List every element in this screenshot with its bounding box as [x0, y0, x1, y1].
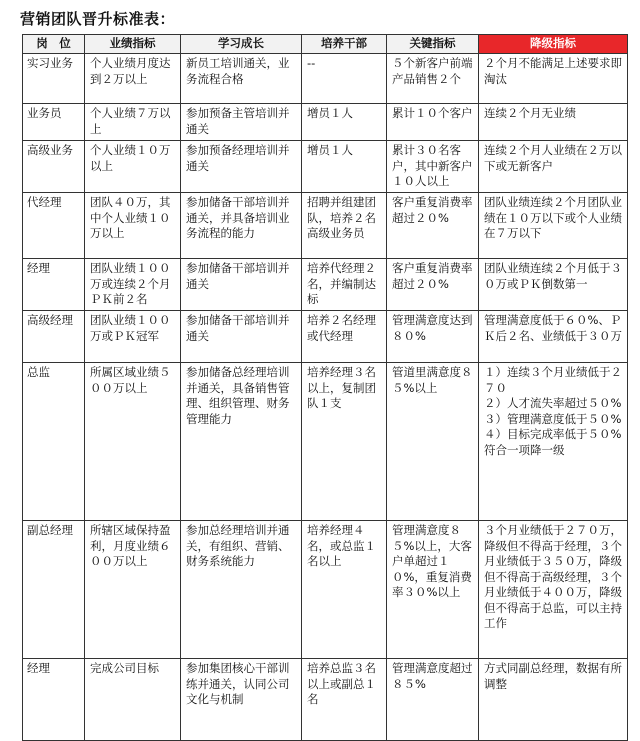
- cell-position: 副总经理: [23, 521, 85, 659]
- cell-cadre: --: [302, 54, 387, 104]
- cell-position: 经理: [23, 259, 85, 311]
- cell-demotion: １）连续３个月业绩低于２７０ ２）人才流失率超过５０% ３）管理满意度低于５０% ４）目标完成率低于５０% 符合一项降一级: [479, 363, 628, 521]
- cell-cadre: 增员１人: [302, 141, 387, 193]
- cell-learning: 参加储备总经理培训并通关，具备销售管理、组织管理、财务管理能力: [181, 363, 302, 521]
- header-performance: 业绩指标: [85, 35, 181, 54]
- cell-cadre: 培养代经理２名，并编制达标: [302, 259, 387, 311]
- cell-learning: 新员工培训通关，业务流程合格: [181, 54, 302, 104]
- table-row: [23, 521, 628, 659]
- cell-performance: 团队业绩１００万或连续２个月ＰＫ前２名: [85, 259, 181, 311]
- cell-demotion: 方式同副总经理，数据有所调整: [479, 659, 628, 741]
- table-row: [23, 259, 628, 311]
- cell-position: 高级业务: [23, 141, 85, 193]
- page-title: 营销团队晋升标准表：: [20, 10, 176, 28]
- cell-learning: 参加集团核心干部训练并通关，认同公司文化与机制: [181, 659, 302, 741]
- cell-key-indicator: 管理满意度达到８０%: [387, 311, 479, 363]
- cell-cadre: 招聘并组建团队，培养２名高级业务员: [302, 193, 387, 259]
- cell-demotion: ２个月不能满足上述要求即淘汰: [479, 54, 628, 104]
- cell-cadre: 培养总监３名以上或副总１名: [302, 659, 387, 741]
- table-row: [23, 141, 628, 193]
- cell-learning: 参加预备经理培训并通关: [181, 141, 302, 193]
- table-row: [23, 659, 628, 741]
- cell-key-indicator: 管理满意度８５%以上，大客户单超过１０%，重复消费率３０%以上: [387, 521, 479, 659]
- cell-learning: 参加预备主管培训并通关: [181, 104, 302, 141]
- table-row: [23, 363, 628, 521]
- promotion-standards-table: [22, 34, 628, 741]
- cell-demotion: 团队业绩连续２个月团队业绩在１０万以下或个人业绩在７万以下: [479, 193, 628, 259]
- cell-learning: 参加储备干部培训并通关: [181, 259, 302, 311]
- cell-demotion: ３个月业绩低于２７０万，降级但不得高于经理，３个月业绩低于３５０万，降级但不得高于高级经理，３个月业绩低于４００万，降级但不得高于总监，可以主持工作: [479, 521, 628, 659]
- cell-key-indicator: 管道里满意度８５%以上: [387, 363, 479, 521]
- cell-learning: 参加储备干部培训并通关，并具备培训业务流程的能力: [181, 193, 302, 259]
- cell-position: 总监: [23, 363, 85, 521]
- cell-learning: 参加总经理培训并通关，有组织、营销、财务系统能力: [181, 521, 302, 659]
- cell-demotion: 连续２个月无业绩: [479, 104, 628, 141]
- cell-performance: 所属区域业绩５００万以上: [85, 363, 181, 521]
- cell-position: 高级经理: [23, 311, 85, 363]
- cell-performance: 团队４０万，其中个人业绩１０万以上: [85, 193, 181, 259]
- cell-demotion: 连续２个月人业绩在２万以下或无新客户: [479, 141, 628, 193]
- cell-key-indicator: 累计３０名客户，其中新客户１０人以上: [387, 141, 479, 193]
- cell-performance: 团队业绩１００万或ＰＫ冠军: [85, 311, 181, 363]
- table-row: [23, 193, 628, 259]
- cell-performance: 个人业绩１０万以上: [85, 141, 181, 193]
- cell-performance: 所辖区域保持盈利，月度业绩６００万以上: [85, 521, 181, 659]
- cell-key-indicator: 累计１０个客户: [387, 104, 479, 141]
- cell-key-indicator: 客户重复消费率超过２０%: [387, 259, 479, 311]
- cell-cadre: 增员１人: [302, 104, 387, 141]
- cell-key-indicator: ５个新客户前端产品销售２个: [387, 54, 479, 104]
- header-key-indicator: 关键指标: [387, 35, 479, 54]
- cell-position: 业务员: [23, 104, 85, 141]
- cell-learning: 参加储备干部培训并通关: [181, 311, 302, 363]
- header-cadre: 培养干部: [302, 35, 387, 54]
- header-position: 岗 位: [23, 35, 85, 54]
- cell-cadre: 培养经理３名以上，复制团队１支: [302, 363, 387, 521]
- cell-demotion: 管理满意度低于６０%、ＰＫ后２名、业绩低于３０万: [479, 311, 628, 363]
- cell-position: 实习业务: [23, 54, 85, 104]
- cell-key-indicator: 客户重复消费率超过２０%: [387, 193, 479, 259]
- cell-performance: 个人业绩７万以上: [85, 104, 181, 141]
- cell-performance: 个人业绩月度达到２万以上: [85, 54, 181, 104]
- header-demotion: 降级指标: [479, 35, 628, 54]
- cell-cadre: 培养２名经理或代经理: [302, 311, 387, 363]
- table-row: [23, 311, 628, 363]
- cell-demotion: 团队业绩连续２个月低于３０万或ＰＫ倒数第一: [479, 259, 628, 311]
- cell-key-indicator: 管理满意度超过８５%: [387, 659, 479, 741]
- table-row: [23, 54, 628, 104]
- table-row: [23, 104, 628, 141]
- header-learning: 学习成长: [181, 35, 302, 54]
- cell-performance: 完成公司目标: [85, 659, 181, 741]
- cell-position: 代经理: [23, 193, 85, 259]
- cell-position: 经理: [23, 659, 85, 741]
- header-row: [23, 35, 628, 54]
- cell-cadre: 培养经理４名，或总监１名以上: [302, 521, 387, 659]
